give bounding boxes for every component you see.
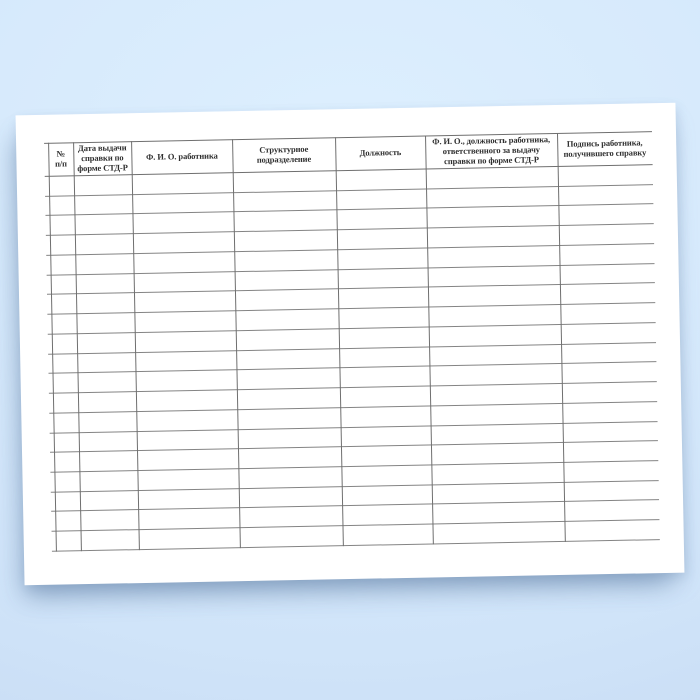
column-header-signature: Подпись работника, получившего справку bbox=[563, 137, 647, 159]
register-table bbox=[44, 131, 660, 552]
document-sheet bbox=[16, 103, 685, 586]
column-header-employee-name: Ф. И. О. работника bbox=[145, 150, 218, 162]
column-header-responsible-person: Ф. И. О., должность работника, ответственного за выдачу справки по форме СТД-Р bbox=[432, 134, 551, 167]
column-header-number: № п/п bbox=[54, 148, 67, 169]
column-header-position: Должность bbox=[359, 147, 402, 158]
column-header-department: Структурное подразделение bbox=[256, 143, 312, 165]
column-header-issue-date: Дата выдачи справки по форме СТД-Р bbox=[77, 142, 128, 174]
